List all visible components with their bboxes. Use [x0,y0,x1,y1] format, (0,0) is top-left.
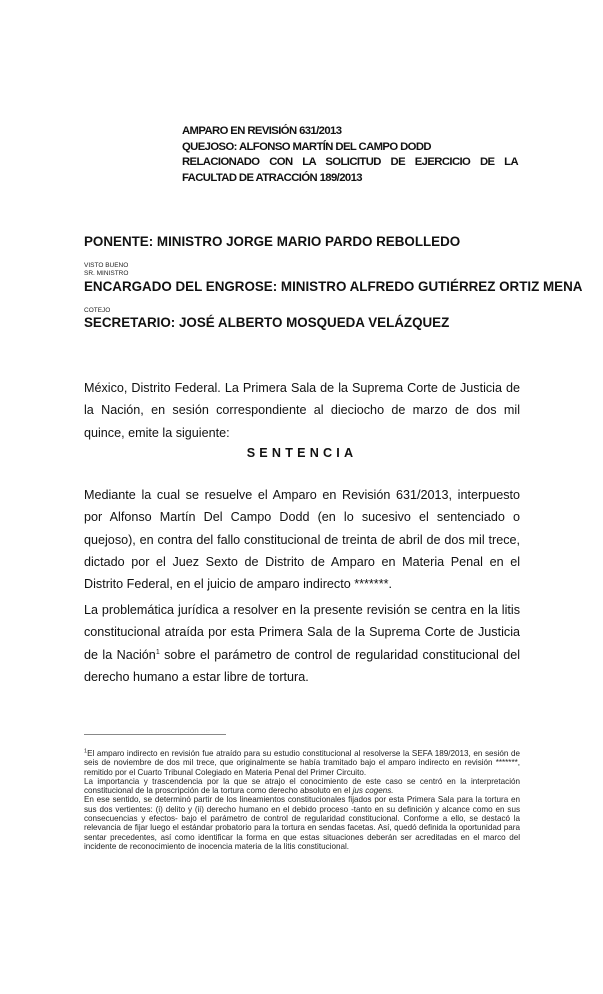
footnote-paragraph-2: La importancia y trascendencia por la que se atrajo el conocimiento de este caso se centró en la interpretación constitucional de la proscripción de la tortura como derecho absoluto en el jus cogens. [84,776,520,796]
footnote-paragraph-3: En ese sentido, se determinó partir de los lineamientos constitucionales fijados por esta Primera Sala para la tortura en sus dos vertientes: (i) delito y (ii) derecho humano en el debido proceso -tanto en su definición y alcance como en sus consecuencias y efectos- bajo el parámetro de control de regularidad constitucional. Conforme a ello, se destacó la relevancia de fijar luego el estándar probatorio para la tortura en sendas facetas. Así, quedó definida la oportunidad para sentar precedentes, así como identificar la forma en que estas situaciones deberán ser acreditadas en el marco del incidente de reconocimiento de inocencia materia de la litis constitucional. [84,795,520,851]
resolution-paragraph: Mediante la cual se resuelve el Amparo en Revisión 631/2013, interpuesto por Alfonso Martín Del Campo Dodd (en lo sucesivo el sentenciado o quejoso), en contra del fallo constitucional de treinta de abril de dos mil trece, dictado por el Juez Sexto de Distrito de Amparo en Materia Penal en el Distrito Federal, en el juicio de amparo indirecto *******. [84,488,520,592]
attraction-faculty: FACULTAD DE ATRACCIÓN 189/2013 [182,171,362,184]
secretario-heading: SECRETARIO: JOSÉ ALBERTO MOSQUEDA VELÁZQUEZ [84,315,450,330]
case-number: AMPARO EN REVISIÓN 631/2013 [182,125,342,137]
jus-cogens-term: jus cogens. [352,786,394,796]
intro-paragraph: México, Distrito Federal. La Primera Sala de la Suprema Corte de Justicia de la Nación, en sesión correspondiente al dieciocho de marzo de dos mil quince, emite la siguiente: [84,381,520,440]
legal-issue-text-start: La problemática jurídica a resolver en la presente revisión se centra en la litis constitucional atraída por esta Primera Sala de la Suprema Corte de Justicia de la Nación [84,603,520,662]
footnote-paragraph-1: $^1$El amparo indirecto en revisión fue atraído para su estudio constitucional al resolverse la SEFA 189/2013, en sesión de seis de noviembre de dos mil trece, que originalmente se había tramitado bajo el amparo indirecto en revisión *******, remitido por el Cuarto Tribunal Colegiado en Materia Penal del Primer Circuito. [84,748,520,777]
complainant: QUEJOSO: ALFONSO MARTÍN DEL CAMPO DODD [182,140,431,153]
legal-issue-text-end: sobre el parámetro de control de regularidad constitucional del derecho humano a estar libre de tortura. [84,647,520,684]
footnote-reference[interactable]: 1 [155,648,160,656]
sr-ministro-label: SR. MINISTRO [84,270,129,277]
related-request: RELACIONADO CON LA SOLICITUD DE EJERCICIO DE LA [182,156,518,169]
visto-bueno-label: VISTO BUENO [84,262,129,269]
footnote [84,749,520,851]
sentence-title: SENTENCIA [246,446,358,460]
footnote-marker: 1 [84,748,88,755]
legal-issue-paragraph [84,599,520,688]
cotejo-label: COTEJO [84,307,111,314]
footnote-separator [84,734,226,735]
case-header [182,124,518,186]
ponente-heading: PONENTE: MINISTRO JORGE MARIO PARDO REBOLLEDO [84,234,461,249]
engrose-heading: ENCARGADO DEL ENGROSE: MINISTRO ALFREDO GUTIÉRREZ ORTIZ MENA [84,279,583,294]
